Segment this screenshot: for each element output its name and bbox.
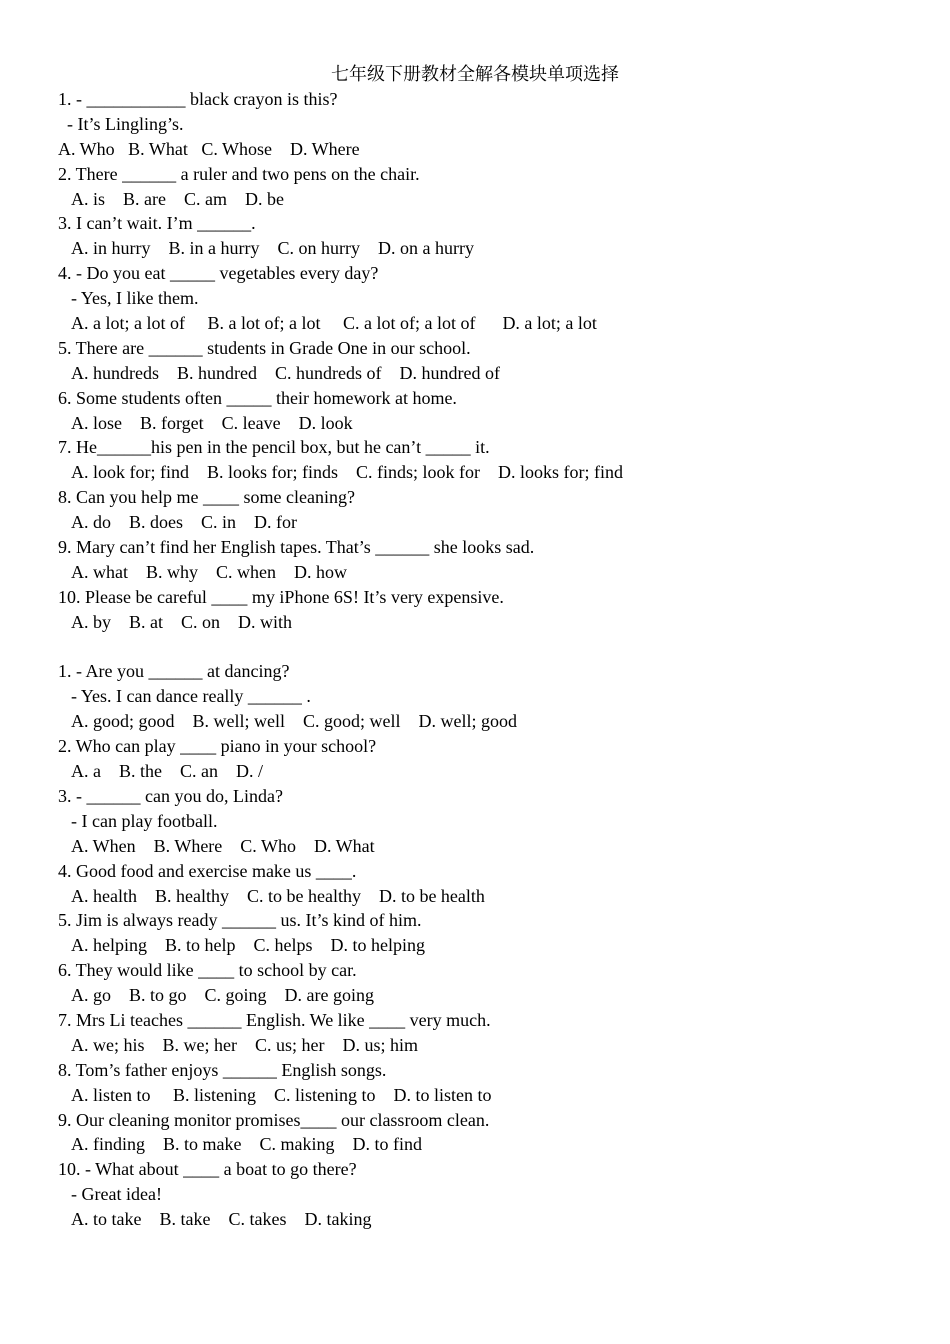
question-response: - I can play football. xyxy=(71,810,218,831)
question-item xyxy=(58,435,918,485)
answer-options: A. is B. are C. am D. be xyxy=(71,188,284,209)
question-item xyxy=(58,211,918,261)
question-stem: 4. Good food and exercise make us ____. xyxy=(58,860,357,881)
question-response: - Yes, I like them. xyxy=(71,288,199,309)
question-item xyxy=(58,784,918,859)
question-stem: 1. - Are you ______ at dancing? xyxy=(58,661,290,682)
question-stem: 7. Mrs Li teaches ______ English. We like ____ very much. xyxy=(58,1009,491,1030)
question-stem: 2. There ______ a ruler and two pens on the chair. xyxy=(58,163,420,184)
answer-options: A. do B. does C. in D. for xyxy=(71,512,297,533)
question-item xyxy=(58,386,918,436)
answer-options: A. health B. healthy C. to be healthy D. to be health xyxy=(71,885,485,906)
question-stem: 3. - ______ can you do, Linda? xyxy=(58,785,283,806)
answer-options: A. what B. why C. when D. how xyxy=(71,561,347,582)
question-stem: 4. - Do you eat _____ vegetables every day? xyxy=(58,263,379,284)
question-item xyxy=(58,859,918,909)
question-section xyxy=(58,659,918,1231)
question-item xyxy=(58,1157,918,1232)
question-item xyxy=(58,585,918,635)
question-item xyxy=(58,87,918,162)
answer-options: A. we; his B. we; her C. us; her D. us; him xyxy=(71,1034,418,1055)
question-stem: 7. He______his pen in the pencil box, but he can’t _____ it. xyxy=(58,437,490,458)
question-stem: 3. I can’t wait. I’m ______. xyxy=(58,213,256,234)
answer-options: A. go B. to go C. going D. are going xyxy=(71,985,374,1006)
answer-options: A. Who B. What C. Whose D. Where xyxy=(58,138,360,159)
answer-options: A. in hurry B. in a hurry C. on hurry D. on a hurry xyxy=(71,238,474,259)
section-gap xyxy=(58,635,918,660)
question-item xyxy=(58,261,918,336)
question-item xyxy=(58,162,918,212)
question-item xyxy=(58,535,918,585)
question-item xyxy=(58,485,918,535)
question-stem: 8. Can you help me ____ some cleaning? xyxy=(58,487,355,508)
question-section xyxy=(58,87,918,635)
question-stem: 6. They would like ____ to school by car. xyxy=(58,960,357,981)
question-item xyxy=(58,958,918,1008)
question-response: - It’s Lingling’s. xyxy=(67,113,184,134)
question-stem: 5. Jim is always ready ______ us. It’s kind of him. xyxy=(58,910,422,931)
page-title: 七年级下册教材全解各模块单项选择 xyxy=(331,64,619,85)
question-response: - Yes. I can dance really ______ . xyxy=(71,686,311,707)
answer-options: A. helping B. to help C. helps D. to helping xyxy=(71,935,425,956)
question-stem: 10. Please be careful ____ my iPhone 6S! It’s very expensive. xyxy=(58,586,504,607)
question-stem: 9. Our cleaning monitor promises____ our classroom clean. xyxy=(58,1109,490,1130)
question-stem: 10. - What about ____ a boat to go there? xyxy=(58,1159,357,1180)
question-stem: 2. Who can play ____ piano in your school? xyxy=(58,736,377,757)
question-item xyxy=(58,336,918,386)
answer-options: A. lose B. forget C. leave D. look xyxy=(71,412,353,433)
question-item xyxy=(58,908,918,958)
question-list xyxy=(58,87,918,1232)
question-stem: 6. Some students often _____ their homework at home. xyxy=(58,387,457,408)
answer-options: A. hundreds B. hundred C. hundreds of D. hundred of xyxy=(71,362,500,383)
question-stem: 9. Mary can’t find her English tapes. That’s ______ she looks sad. xyxy=(58,537,535,558)
answer-options: A. When B. Where C. Who D. What xyxy=(71,835,375,856)
question-stem: 5. There are ______ students in Grade One in our school. xyxy=(58,337,471,358)
answer-options: A. by B. at C. on D. with xyxy=(71,611,293,632)
answer-options: A. listen to B. listening C. listening to D. to listen to xyxy=(71,1084,492,1105)
question-stem: 1. - ___________ black crayon is this? xyxy=(58,89,338,109)
question-item xyxy=(58,1058,918,1108)
question-item xyxy=(58,734,918,784)
question-item xyxy=(58,659,918,734)
answer-options: A. finding B. to make C. making D. to find xyxy=(71,1134,422,1155)
question-response: - Great idea! xyxy=(71,1184,162,1205)
question-item xyxy=(58,1108,918,1158)
answer-options: A. a lot; a lot of B. a lot of; a lot C. a lot of; a lot of D. a lot; a lot xyxy=(71,313,597,334)
answer-options: A. look for; find B. looks for; finds C. finds; look for D. looks for; find xyxy=(71,462,623,483)
question-stem: 8. Tom’s father enjoys ______ English songs. xyxy=(58,1059,387,1080)
answer-options: A. a B. the C. an D. / xyxy=(71,761,263,782)
answer-options: A. good; good B. well; well C. good; well D. well; good xyxy=(71,711,517,732)
question-item xyxy=(58,1008,918,1058)
answer-options: A. to take B. take C. takes D. taking xyxy=(71,1209,372,1230)
